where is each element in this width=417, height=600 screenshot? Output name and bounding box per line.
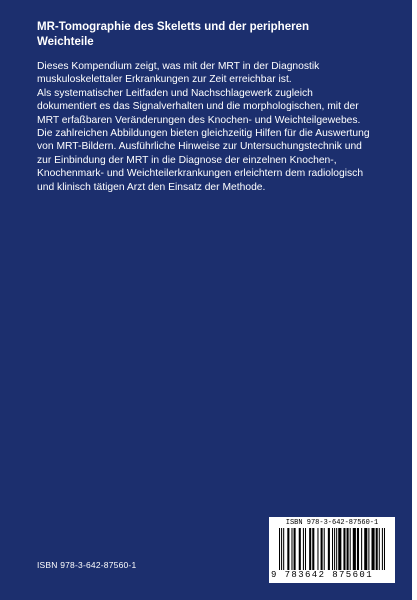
barcode-bar — [357, 528, 359, 570]
blurb-paragraph: Dieses Kompendium zeigt, was mit der MRT in der Diagnostik muskuloskelettaler Erkrankungen zur Zeit erreichbar ist. — [37, 61, 320, 86]
barcode-bar — [361, 528, 362, 570]
isbn-barcode — [269, 517, 395, 583]
barcode-bar — [312, 528, 314, 570]
barcode-bar — [376, 528, 378, 570]
blurb-paragraph: Als systematischer Leitfaden und Nachschlagewerk zugleich dokumentiert es das Signalverhalten und die morphologischen, mit der MRT erfaßbaren Veränderungen des Knochen- und Weichteilgewebes. Die zahlreichen Abbildungen bieten gleichzeitig Hilfen für die Auswertung von MRT-Bildern. Ausführliche Hinweise zur Untersuchungstechnik und zur Einbindung der MRT in die Diagnose der einzelnen Knochen-, Knochenmark- und Weichteilerkrankungen erleichtern dem radiologisch und klinisch tätigen Arzt den Einsatz der Methode. — [37, 87, 370, 193]
isbn-label: ISBN 978-3-642-87560-1 — [37, 560, 137, 570]
barcode-bar — [338, 528, 341, 570]
barcode-bar — [353, 528, 356, 570]
barcode-bar — [309, 528, 311, 570]
barcode-bar — [328, 528, 330, 570]
barcode-bar — [303, 528, 304, 570]
barcode-bar — [294, 528, 296, 570]
barcode-isbn-label: ISBN 978-3-642-87560-1 — [285, 519, 379, 527]
barcode-bar — [368, 528, 369, 570]
barcode-bar — [321, 528, 323, 570]
barcode-bar — [382, 528, 383, 570]
barcode-bar — [371, 528, 374, 570]
barcode-bar — [384, 528, 385, 570]
barcode-bar — [350, 528, 351, 570]
cover-blurb — [37, 60, 373, 194]
barcode-digits: 9 783642 875601 — [271, 570, 374, 580]
barcode-bar — [343, 528, 345, 570]
barcode-bar — [336, 528, 337, 570]
barcode-bar — [305, 528, 306, 570]
barcode-bar — [299, 528, 301, 570]
barcode-bar — [332, 528, 333, 570]
barcode-bar — [287, 528, 289, 570]
barcode-bar — [281, 528, 282, 570]
book-title: MR-Tomographie des Skeletts und der peripheren Weichteile — [37, 21, 309, 48]
barcode-bar — [347, 528, 349, 570]
barcode-bar — [334, 528, 335, 570]
barcode-bars — [279, 528, 385, 570]
barcode-bar — [364, 528, 367, 570]
barcode-bar — [283, 528, 284, 570]
barcode-bar — [379, 528, 380, 570]
barcode-bar — [291, 528, 292, 570]
barcode-bar — [324, 528, 325, 570]
barcode-bar — [279, 528, 280, 570]
barcode-bar — [317, 528, 318, 570]
